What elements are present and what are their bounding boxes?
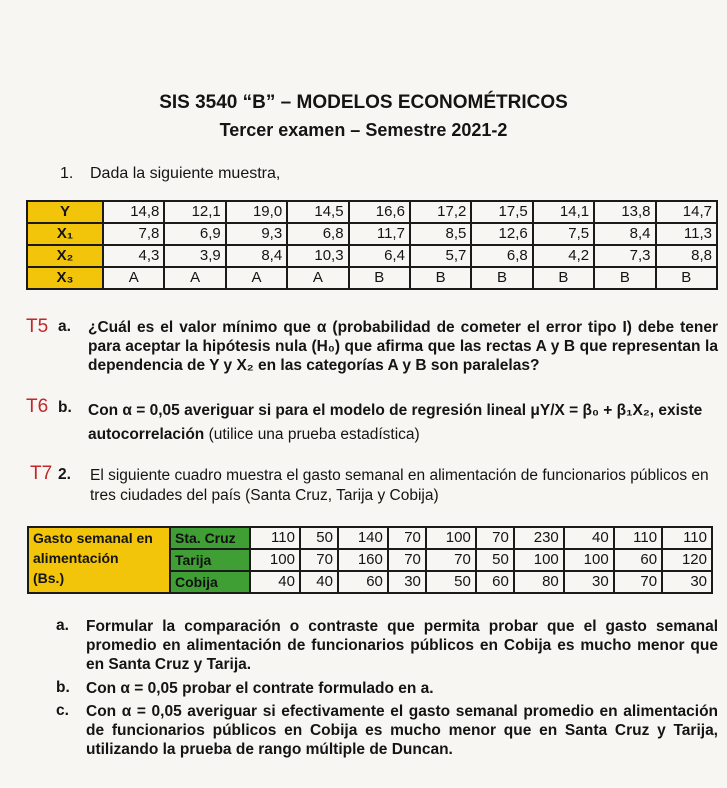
table-cell: 70 (476, 527, 514, 549)
table-cell: A (226, 267, 287, 289)
table-cell: 70 (388, 527, 426, 549)
sample-row (27, 201, 717, 223)
table-cell: A (164, 267, 225, 289)
table-cell: 100 (250, 549, 300, 571)
table-cell: 8,4 (594, 223, 655, 245)
table-cell: 40 (564, 527, 614, 549)
table-cell: 80 (514, 571, 564, 593)
q1b-letter: b. (58, 399, 72, 416)
table-cell: 100 (426, 527, 476, 549)
table-cell: 6,4 (349, 245, 410, 267)
q2b-text: Con α = 0,05 probar el contrate formulado en a. (86, 680, 434, 697)
expense-table (27, 526, 713, 594)
table-cell: 12,6 (471, 223, 532, 245)
table-cell: 9,3 (226, 223, 287, 245)
table-cell: A (103, 267, 164, 289)
q2-intro: El siguiente cuadro muestra el gasto semanal en alimentación de funcionarios públicos en tres ciudades del país (Santa Cruz, Tarija y Cobija) (90, 467, 709, 504)
row-label: X₁ (27, 223, 103, 245)
q2c-letter: c. (56, 702, 69, 719)
q2b-letter: b. (56, 679, 70, 696)
table-cell: 8,4 (226, 245, 287, 267)
table-cell: 50 (300, 527, 338, 549)
table-cell: 19,0 (226, 201, 287, 223)
exam-title: SIS 3540 “B” – MODELOS ECONOMÉTRICOS (159, 92, 568, 113)
table-cell: 110 (614, 527, 662, 549)
expense-label-line: alimentación (33, 550, 119, 566)
table-cell: 14,1 (533, 201, 594, 223)
table-cell: 110 (662, 527, 712, 549)
q2a-text: Formular la comparación o contraste que permita probar que el gasto semanal promedio en alimentación de funcionarios públicos en Cobija es mucho menor que en Santa Cruz y Tarija. (86, 618, 718, 673)
table-cell: 13,8 (594, 201, 655, 223)
table-cell: 50 (476, 549, 514, 571)
city-label: Cobija (170, 571, 250, 593)
table-cell: 4,2 (533, 245, 594, 267)
table-cell: 12,1 (164, 201, 225, 223)
table-cell: 40 (300, 571, 338, 593)
q1b-text-normal: (utilice una prueba estadística) (208, 426, 420, 443)
q2c-text: Con α = 0,05 averiguar si efectivamente el gasto semanal promedio en alimentación de funcionarios públicos en Cobija es mucho menor que en Santa Cruz y Tarija, utilizando la prueba de rango múltiple de Duncan. (86, 703, 718, 758)
row-label: X₂ (27, 245, 103, 267)
table-cell: 140 (338, 527, 388, 549)
expense-label-line: (Bs.) (33, 570, 65, 586)
q1a-letter: a. (58, 318, 71, 335)
expense-row (28, 527, 712, 549)
table-cell: B (471, 267, 532, 289)
table-cell: 8,5 (410, 223, 471, 245)
table-cell: 100 (514, 549, 564, 571)
exam-subtitle: Tercer examen – Semestre 2021-2 (219, 120, 508, 140)
table-cell: 5,7 (410, 245, 471, 267)
q1-number: 1. (60, 165, 74, 182)
table-cell: 70 (426, 549, 476, 571)
sample-table (26, 200, 718, 290)
table-cell: 11,7 (349, 223, 410, 245)
table-cell: 6,8 (471, 245, 532, 267)
table-cell: B (533, 267, 594, 289)
table-cell: 6,8 (287, 223, 348, 245)
table-cell: 16,6 (349, 201, 410, 223)
expense-label-cell (28, 527, 170, 593)
table-cell: 6,9 (164, 223, 225, 245)
table-cell: 17,5 (471, 201, 532, 223)
mark-t5: T5 (26, 316, 49, 337)
sample-row (27, 223, 717, 245)
table-cell: 30 (564, 571, 614, 593)
q1-intro: Dada la siguiente muestra, (90, 165, 281, 182)
table-cell: 70 (388, 549, 426, 571)
table-cell: B (656, 267, 717, 289)
sample-row (27, 245, 717, 267)
table-cell: 60 (476, 571, 514, 593)
table-cell: 160 (338, 549, 388, 571)
table-cell: 8,8 (656, 245, 717, 267)
table-cell: 17,2 (410, 201, 471, 223)
table-cell: 70 (300, 549, 338, 571)
table-cell: 7,5 (533, 223, 594, 245)
row-label: X₃ (27, 267, 103, 289)
table-cell: 110 (250, 527, 300, 549)
table-cell: 11,3 (656, 223, 717, 245)
table-cell: 4,3 (103, 245, 164, 267)
table-cell: B (594, 267, 655, 289)
table-cell: 60 (338, 571, 388, 593)
city-label: Sta. Cruz (170, 527, 250, 549)
q1a-text: ¿Cuál es el valor mínimo que α (probabilidad de cometer el error tipo I) debe tener para aceptar la hipótesis nula (H₀) que afirma que las rectas A y B que representan la dependencia de Y y X₂ en las categorías A y B son paralelas? (88, 319, 718, 374)
table-cell: B (349, 267, 410, 289)
table-cell: 14,5 (287, 201, 348, 223)
table-cell: 40 (250, 571, 300, 593)
table-cell: 10,3 (287, 245, 348, 267)
table-cell: 14,7 (656, 201, 717, 223)
table-cell: 230 (514, 527, 564, 549)
table-cell: 50 (426, 571, 476, 593)
table-cell: 7,3 (594, 245, 655, 267)
table-cell: 3,9 (164, 245, 225, 267)
table-cell: 120 (662, 549, 712, 571)
expense-label-line: Gasto semanal en (33, 530, 153, 546)
table-cell: 70 (614, 571, 662, 593)
table-cell: 30 (662, 571, 712, 593)
q2a-letter: a. (56, 617, 69, 634)
mark-t7: T7 (30, 463, 53, 484)
sample-row (27, 267, 717, 289)
q2-number: 2. (58, 466, 71, 483)
table-cell: 7,8 (103, 223, 164, 245)
mark-t6: T6 (26, 396, 49, 417)
table-cell: 30 (388, 571, 426, 593)
city-label: Tarija (170, 549, 250, 571)
q1b-text (88, 399, 718, 447)
table-cell: 14,8 (103, 201, 164, 223)
table-cell: A (287, 267, 348, 289)
row-label: Y (27, 201, 103, 223)
table-cell: B (410, 267, 471, 289)
table-cell: 100 (564, 549, 614, 571)
q1b-text-bold: Con α = 0,05 averiguar si para el modelo de regresión lineal μY/X = β₀ + β₁X₂, existe autocorrelación (88, 402, 703, 443)
table-cell: 60 (614, 549, 662, 571)
